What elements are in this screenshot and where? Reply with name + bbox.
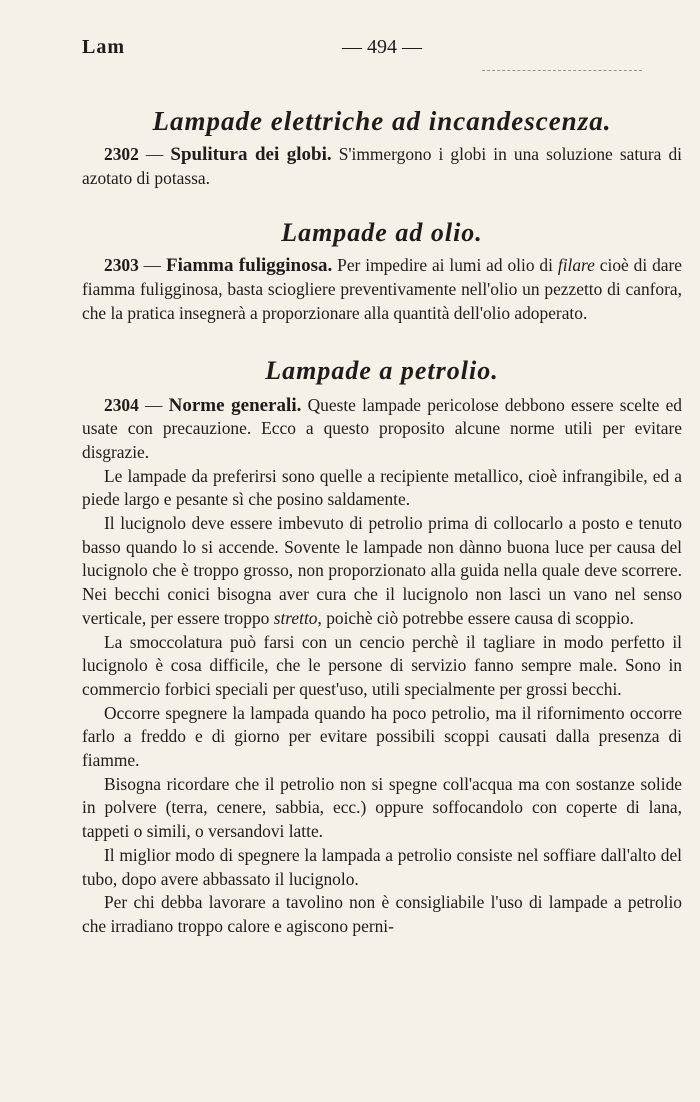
page-number: — 494 — — [342, 36, 422, 58]
paragraph-text-italic: stretto — [273, 607, 318, 628]
section-heading-lampade-olio: Lampade ad olio. — [281, 218, 483, 248]
paragraph-lucignolo — [82, 512, 682, 631]
entry-2302: 2302 — Spulitura dei globi. S'immergono i globi in una soluzione satura di azotato di potassa. — [82, 144, 682, 188]
running-head — [82, 36, 682, 66]
paragraph-text: Il lucignolo deve essere imbevuto di petrolio prima di collocarlo a posto e tenuto basso quando lo si accende. Sovente le lampade non dànno buona luce per causa del lucignolo che è troppo grosso, non proporzionato alla guida nella quale deve scorrere. Nei becchi conici bisogna aver cura che il lucignolo non lasci un vano nel senso verticale, per essere troppo — [82, 513, 682, 628]
section-heading-lampade-petrolio: Lampade a petrolio. — [265, 355, 499, 385]
entry-text-italic: filare — [557, 255, 595, 276]
paragraph-tavolino: Per chi debba lavorare a tavolino non è consigliabile l'uso di lampade a petrolio che irradiano troppo calore e agiscono perni- — [82, 892, 682, 936]
entry-number: 2302 — [104, 144, 139, 164]
section-heading-lampade-elettriche: Lampade elettriche ad incandescenza. — [152, 106, 612, 136]
entry-title: Norme generali. — [168, 394, 302, 416]
entry-number: 2303 — [104, 255, 139, 276]
entry-title: Spulitura dei globi. — [170, 144, 332, 165]
paragraph-soffiare: Il miglior modo di spegnere la lampada a petrolio consiste nel soffiare dall'alto del tubo, dopo avere abbassato il lucignolo. — [82, 844, 682, 889]
running-head-keyword: Lam — [82, 36, 125, 58]
entry-text: Per impedire ai lumi ad olio di — [337, 255, 558, 276]
paragraph-recipiente: Le lampade da preferirsi sono quelle a recipiente metallico, cioè infrangibile, ed a piede largo e pesante sì che posino saldamente. — [82, 465, 682, 510]
entry-number: 2304 — [104, 394, 139, 415]
entry-title: Fiamma fuligginosa. — [165, 255, 333, 277]
paragraph-text: , poichè ciò potrebbe essere causa di scoppio. — [317, 607, 634, 628]
entry-text: S'immergono i globi in una soluzione satura di azotato di potassa. — [82, 144, 682, 188]
paragraph-smoccolatura: La smoccolatura può farsi con un cencio perchè il tagliare in modo perfetto il lucignolo è cosa difficile, che le persone di servizio fanno sempre male. Sono in commercio forbici speciali per quest'uso, utili specialmente per grossi becchi. — [82, 631, 682, 699]
paragraph-acqua: Bisogna ricordare che il petrolio non si spegne coll'acqua ma con sostanze solide in polvere (terra, cenere, sabbia, ecc.) oppure soffocandolo con coperte di lana, tappeti o simili, o versandovi latte. — [82, 773, 682, 842]
paragraph-spegnere: Occorre spegnere la lampada quando ha poco petrolio, ma il rifornimento occorre farlo a freddo e di giorno per evitare possibili scoppi causati dalla presenza di fiamme. — [82, 702, 682, 771]
header-rule — [482, 70, 642, 71]
entry-2304: 2304 — Norme generali. Queste lampade pericolose debbono essere scelte ed usate con precauzione. Ecco a questo proposito alcune norme utili per evitare disgrazie. — [82, 394, 682, 462]
entry-2303: 2303 — Fiamma fuligginosa. Per impedire ai lumi ad olio di filare cioè di dare fiamma fuligginosa, basta sciogliere preventivamente nell'olio un pezzetto di canfora, che la pratica insegnerà a proporzionare alla quantità dell'olio adoperato. — [82, 255, 682, 323]
entry-text: cioè di dare fiamma fuligginosa, basta sciogliere preventivamente nell'olio un pezzetto di canfora, che la pratica insegnerà a proporzionare alla quantità dell'olio adoperato. — [82, 255, 682, 323]
entry-text: Queste lampade pericolose debbono essere scelte ed usate con precauzione. Ecco a questo proposito alcune norme utili per evitare disgrazie. — [82, 394, 682, 462]
